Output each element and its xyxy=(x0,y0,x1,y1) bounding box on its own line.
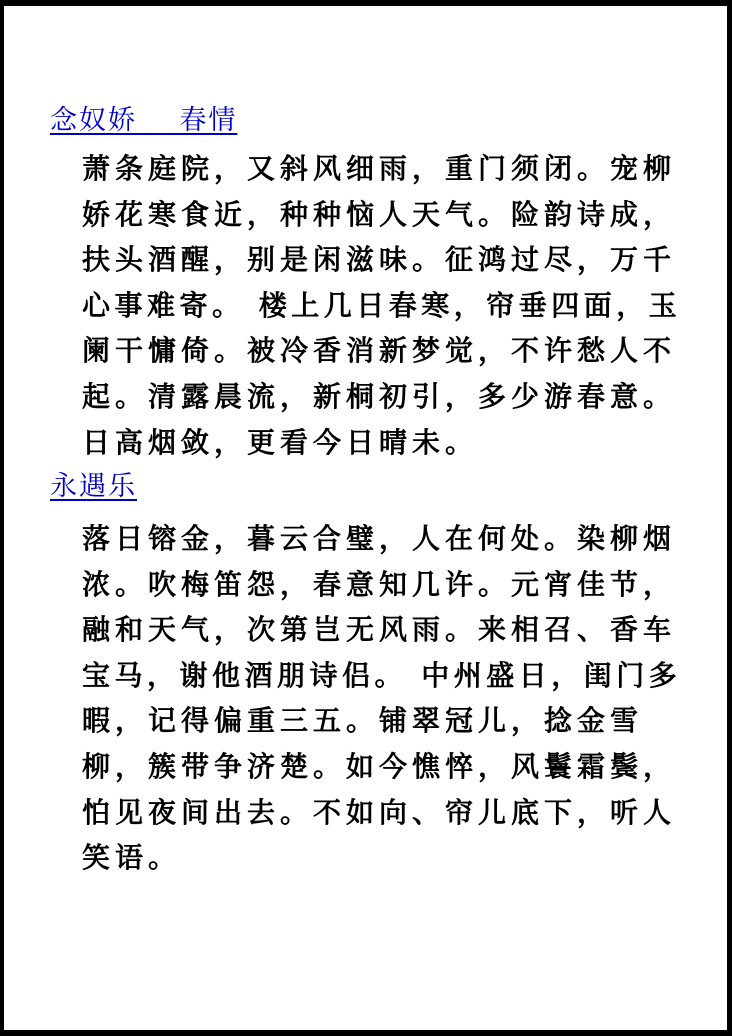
poem-line: 日高烟敛，更看今日晴未。 xyxy=(82,425,479,459)
poem-title-niannujiao: 念奴娇 春情 xyxy=(50,105,238,136)
poem-line: 萧条庭院，又斜风细雨，重门须闭。宠柳 xyxy=(82,152,677,185)
poem-line: 融和天气，次第岂无风雨。来相召、香车 xyxy=(82,613,677,647)
poem-line: 心事难寄。 楼上几日春寒，帘垂四面，玉 xyxy=(82,288,682,322)
poem-body-yongyule xyxy=(82,516,682,881)
poem-line: 扶头酒醒，别是闲滋味。征鸿过尽，万千 xyxy=(82,243,677,277)
poem-line: 起。清露晨流，新桐初引，多少游春意。 xyxy=(82,379,677,413)
poem-line: 娇花寒食近，种种恼人天气。险韵诗成， xyxy=(82,197,677,231)
poem-line: 阑干慵倚。被冷香消新梦觉，不许愁人不 xyxy=(82,334,677,368)
poem-line: 暇，记得偏重三五。铺翠冠儿，捻金雪 xyxy=(82,704,644,738)
poem-line: 怕见夜间出去。不如向、帘儿底下，听人 xyxy=(82,795,677,829)
poem-line: 落日镕金，暮云合璧，人在何处。染柳烟 xyxy=(82,522,677,555)
poem-body-niannujiao xyxy=(82,146,682,465)
poem-line: 柳，簇带争济楚。如今憔悴，风鬟霜鬓， xyxy=(82,749,677,783)
poem-line: 浓。吹梅笛怨，春意知几许。元宵佳节， xyxy=(82,567,677,601)
poem-line: 宝马，谢他酒朋诗侣。 中州盛日，闺门多 xyxy=(82,658,682,692)
poem-title-yongyule: 永遇乐 xyxy=(50,471,137,502)
poem-line: 笑语。 xyxy=(82,841,182,875)
